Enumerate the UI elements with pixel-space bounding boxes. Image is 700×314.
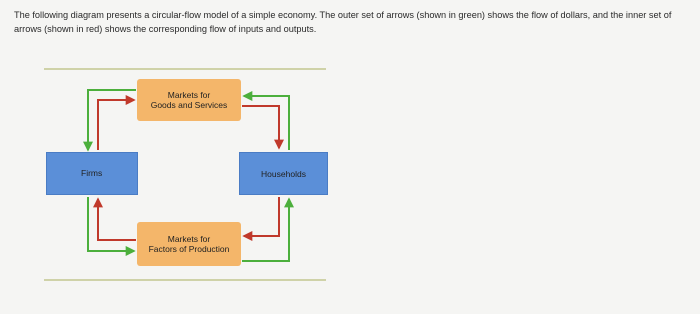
factor-market-line2: Factors of Production: [148, 244, 230, 254]
input-flow-factors-to-firms: [98, 199, 136, 240]
goods-market-line2: Goods and Services: [150, 100, 228, 110]
output-flow-goods-to-households: [242, 106, 279, 148]
firms-box: [46, 152, 138, 195]
goods-market-line1: Markets for: [167, 90, 211, 100]
firms-label: Firms: [81, 167, 103, 178]
factors-production-market-box: [137, 222, 241, 266]
dollar-flow-households-to-goods: [244, 96, 289, 150]
dollar-flow-factors-to-households: [242, 199, 289, 261]
dollar-flow-firms-to-factors: [88, 197, 134, 251]
instructions-text: The following diagram presents a circular-flow model of a simple economy. The outer set of arrows (shown in green) shows the flow of dollars, and the inner set of arrows (shown in red) shows the corresponding flow of inputs and outputs.: [14, 10, 672, 34]
goods-services-market-box: [137, 79, 241, 121]
output-flow-firms-to-goods: [98, 100, 134, 150]
factor-market-line1: Markets for: [167, 234, 211, 244]
households-label: Households: [261, 168, 306, 179]
input-flow-households-to-factors: [244, 197, 279, 236]
households-box: [239, 152, 328, 195]
bottom-divider: [44, 279, 326, 281]
